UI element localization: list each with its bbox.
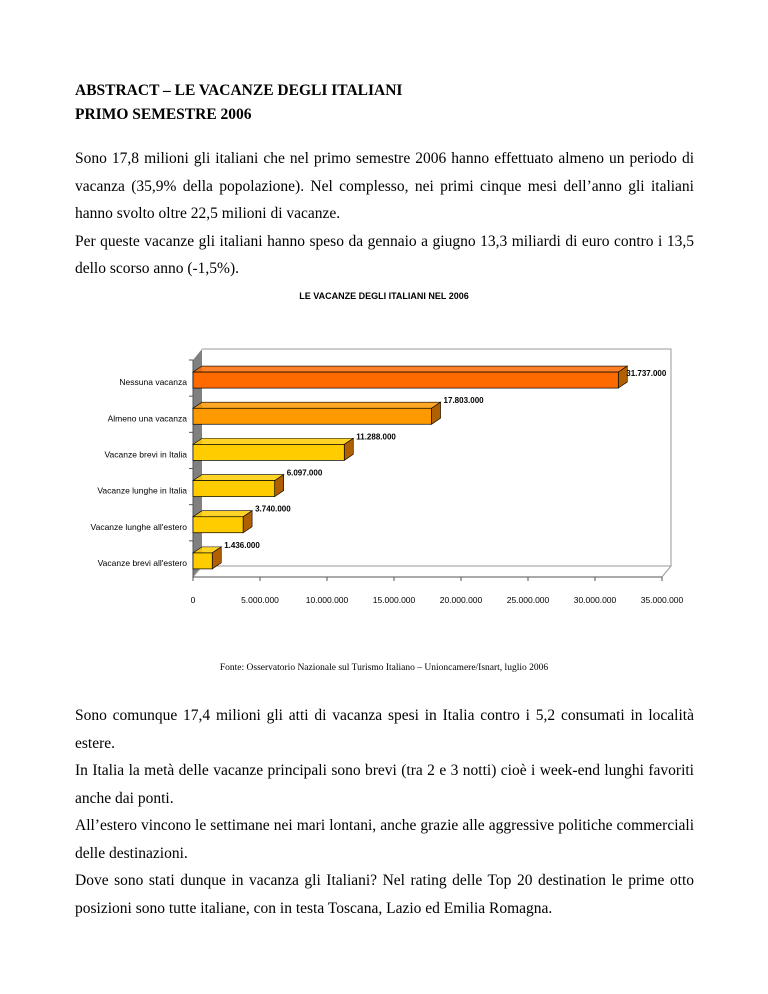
source-note: Fonte: Osservatorio Nazionale sul Turismo Italiano – Unioncamere/Isnart, luglio 2006 xyxy=(219,663,549,673)
value-label: 1.436.000 xyxy=(224,540,260,550)
body-paragraph-4: Dove sono stati dunque in vacanza gli Italiani? Nel rating delle Top 20 destination le prime otto posizioni sono tutte italiane, con in testa Toscana, Lazio ed Emilia Romagna. xyxy=(75,872,694,917)
category-label: Nessuna vacanza xyxy=(119,377,187,388)
category-label: Vacanze brevi in Italia xyxy=(104,449,187,460)
bar xyxy=(193,553,212,569)
x-tick-label: 20.000.000 xyxy=(439,595,483,605)
body-text xyxy=(75,702,694,922)
bar xyxy=(193,408,432,424)
value-label: 31.737.000 xyxy=(626,369,667,379)
bar xyxy=(193,444,344,460)
bar xyxy=(193,517,243,533)
bar-top-face xyxy=(193,366,627,372)
x-tick-label: 10.000.000 xyxy=(305,595,349,605)
x-tick-label: 30.000.000 xyxy=(573,595,617,605)
intro-paragraph-2: Per queste vacanze gli italiani hanno speso da gennaio a giugno 13,3 miliardi di euro contro i 13,5 dello scorso anno (-1,5%). xyxy=(75,232,694,277)
bar-top-face xyxy=(193,511,252,517)
category-label: Vacanze lunghe all'estero xyxy=(90,521,187,532)
bar-top-face xyxy=(193,402,441,408)
category-label: Vacanze lunghe in Italia xyxy=(97,485,187,496)
bar xyxy=(193,481,275,497)
x-tick-label: 5.000.000 xyxy=(241,595,279,605)
document-title-line1: ABSTRACT – LE VACANZE DEGLI ITALIANI xyxy=(75,82,403,99)
bar xyxy=(193,372,618,388)
chart-floor xyxy=(193,566,671,577)
chart-title: LE VACANZE DEGLI ITALIANI NEL 2006 xyxy=(299,291,469,301)
body-paragraph-2: In Italia la metà delle vacanze principali sono brevi (tra 2 e 3 notti) cioè i week-end lunghi favoriti anche dai ponti. xyxy=(75,762,694,807)
body-paragraph-1: Sono comunque 17,4 milioni gli atti di vacanza spesi in Italia contro i 5,2 consumati in località estere. xyxy=(75,707,694,752)
bar-top-face xyxy=(193,438,353,444)
intro-text xyxy=(75,145,694,283)
x-tick-label: 15.000.000 xyxy=(372,595,416,605)
category-label: Vacanze brevi all'estero xyxy=(97,557,187,568)
intro-paragraph-1: Sono 17,8 milioni gli italiani che nel primo semestre 2006 hanno effettuato almeno un periodo di vacanza (35,9% della popolazione). Nel complesso, nei primi cinque mesi dell’anno gli italiani hanno svolto oltre 22,5 milioni di vacanze. xyxy=(75,150,694,222)
bar-chart xyxy=(0,340,768,610)
value-label: 6.097.000 xyxy=(286,468,323,478)
bar-top-face xyxy=(193,475,284,481)
category-label: Almeno una vacanza xyxy=(107,413,187,424)
value-label: 17.803.000 xyxy=(443,396,484,406)
value-label: 11.288.000 xyxy=(356,432,396,442)
value-label: 3.740.000 xyxy=(255,504,291,514)
x-tick-label: 35.000.000 xyxy=(640,595,684,605)
body-paragraph-3: All’estero vincono le settimane nei mari lontani, anche grazie alle aggressive politiche commerciali delle destinazioni. xyxy=(75,817,694,862)
x-tick-label: 0 xyxy=(190,595,196,605)
x-tick-label: 25.000.000 xyxy=(506,595,550,605)
document-title-line2: PRIMO SEMESTRE 2006 xyxy=(75,106,252,123)
